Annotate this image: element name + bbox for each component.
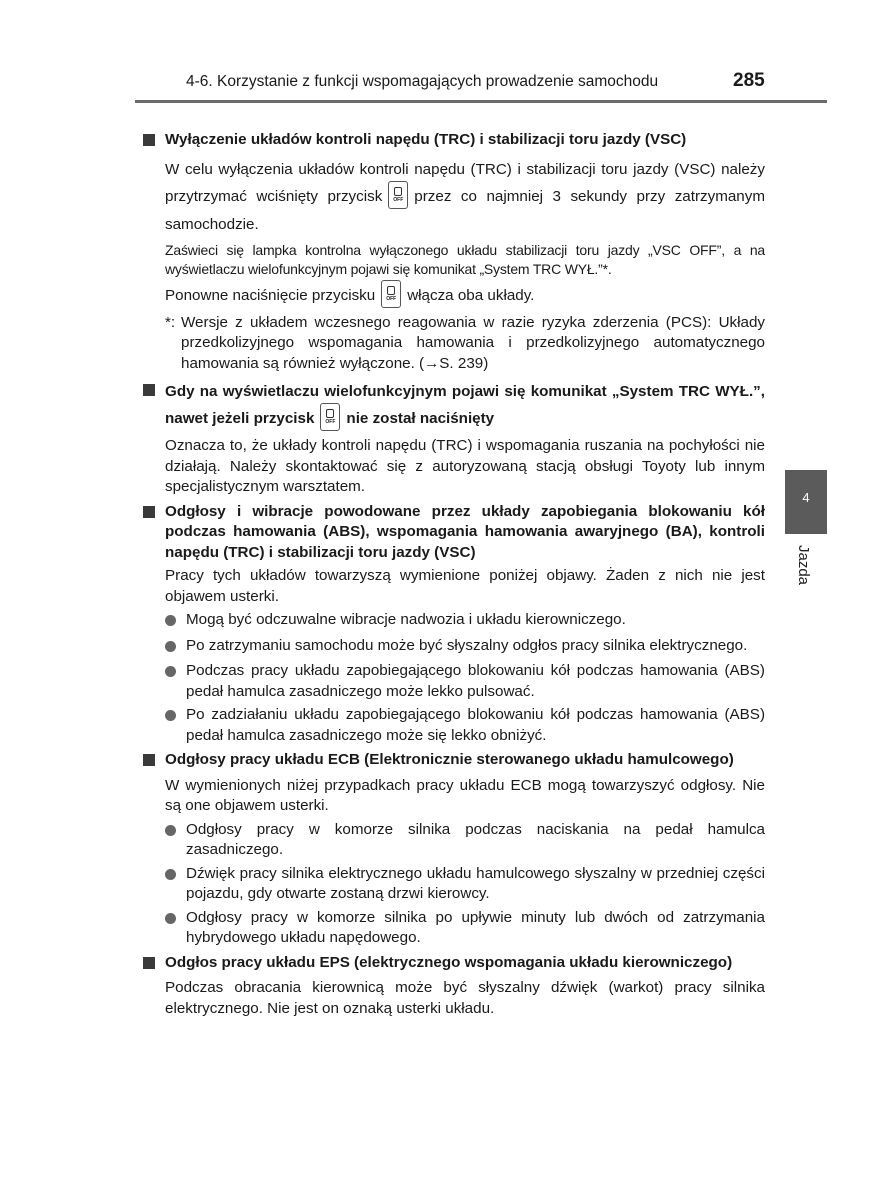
section-eps-noise [143,953,765,1020]
list-item [165,661,765,702]
section-heading [143,953,765,976]
list-item [165,636,765,659]
footnote-mark: *: [165,313,176,331]
round-bullet-icon [165,705,186,746]
paragraph-text: W celu wyłączenia układów kontroli napędu (TRC) i stabilizacji toru jazdy (VSC) należy przytrzymać wciśnięty przycisk [165,160,765,205]
vsc-off-button-icon [320,403,340,431]
vsc-off-button-icon [388,181,408,209]
section-heading-text: Odgłos pracy układu EPS (elektrycznego wspomagania układu kierowniczego) [165,953,733,971]
paragraph: W wymienionych niżej przypadkach pracy układu ECB mogą towarzyszyć odgłosy. Nie są one objawem usterki. [165,776,765,814]
round-bullet-icon [165,820,186,861]
section-trc-vsc-off [143,130,765,374]
list-item [165,820,765,861]
vsc-off-button-icon [381,280,401,308]
square-bullet-icon [143,378,165,433]
footnote-text: Wersje z układem wczesnego reagowania w razie ryzyka zderzenia (PCS): Układy przedkolizyjnego wspomagania hamowania i przedkolizyjnego automatycznego hamowania są również wyłączone. (→S. 239) [181,313,765,372]
round-bullet-icon [165,908,186,949]
square-bullet-icon [143,130,165,153]
square-bullet-icon [143,750,165,773]
paragraph [165,156,765,238]
section-heading-text: Wyłączenie układów kontroli napędu (TRC) i stabilizacji toru jazdy (VSC) [165,131,687,148]
paragraph: Podczas obracania kierownicą może być słyszalny dźwięk (warkot) pracy silnika elektrycznego. Nie jest on oznaką usterki układu. [165,979,765,1017]
section-heading-text: Gdy na wyświetlaczu wielofunkcyjnym pojawi się komunikat „System TRC WYŁ.”, nawet jeżeli przycisk [165,383,765,428]
paragraph-text: Ponowne naciśnięcie przycisku [165,286,376,304]
header-divider [135,100,827,103]
square-bullet-icon [143,502,165,564]
section-heading-text: Odgłosy i wibracje powodowane przez układy zapobiegania blokowaniu kół podczas hamowania (ABS), wspomagania hamowania awaryjnego (BA), kontroli napędu (TRC) i stabilizacji toru jazdy (VSC) [165,502,765,561]
list-item-text: Dźwięk pracy silnika elektrycznego układu hamulcowego słyszalny w przedniej części pojazdu, gdy otwarte zostaną drzwi kierowcy. [186,864,765,902]
chapter-number: 4 [802,490,810,505]
chapter-label: Jazda [795,545,812,586]
page-header-title: 4-6. Korzystanie z funkcji wspomagających prowadzenie samochodu [186,73,659,90]
list-item-text: Odgłosy pracy w komorze silnika po upływie minuty lub dwóch od zatrzymania hybrydowego układu napędowego. [186,908,765,946]
list-item-text: Mogą być odczuwalne wibracje nadwozia i układu kierowniczego. [186,611,626,628]
chapter-tab [785,470,827,534]
paragraph: Zaświeci się lampka kontrolna wyłączonego układu stabilizacji toru jazdy „VSC OFF”, a na wyświetlaczu wielofunkcyjnym pojawi się komunikat „System TRC WYŁ.”*. [165,241,765,277]
paragraph: Pracy tych układów towarzyszą wymienione poniżej objawy. Żaden z nich nie jest objawem usterki. [165,567,765,605]
section-trc-off-message [143,378,765,498]
list-item-text: Podczas pracy układu zapobiegającego blokowaniu kół podczas hamowania (ABS) pedał hamulca zasadniczego może lekko pulsować. [186,662,765,700]
list-item-text: Po zadziałaniu układu zapobiegającego blokowaniu kół podczas hamowania (ABS) pedał hamulca zasadniczego może się lekko obniżyć. [186,706,765,744]
section-heading [143,378,765,433]
list-item [165,908,765,949]
paragraph-text: włącza oba układy. [407,286,535,304]
section-heading [143,750,765,773]
paragraph [165,282,765,310]
paragraph-text: przez co najmniej 3 sekundy przy zatrzymanym samochodzie. [165,187,765,233]
section-heading-text: Odgłosy pracy układu ECB (Elektronicznie sterowanego układu hamulcowego) [165,751,734,768]
list-item-text: Odgłosy pracy w komorze silnika podczas naciskania na pedał hamulca zasadniczego. [186,820,765,858]
section-heading [143,130,765,153]
list-item [165,610,765,633]
vsc-off-button-label: OFF [393,196,404,203]
round-bullet-icon [165,864,186,905]
page-content [143,130,765,1023]
round-bullet-icon [165,661,186,702]
section-heading [143,502,765,564]
footnote [165,313,765,375]
vsc-off-button-label: OFF [386,295,397,302]
square-bullet-icon [143,953,165,976]
section-ecb-noises [143,750,765,949]
list-item-text: Po zatrzymaniu samochodu może być słyszalny odgłos pracy silnika elektrycznego. [186,636,748,654]
page-number: 285 [733,70,765,91]
section-abs-noises [143,502,765,747]
round-bullet-icon [165,610,186,633]
vsc-off-button-label: OFF [325,419,336,425]
paragraph: Oznacza to, że układy kontroli napędu (TRC) i wspomagania ruszania na pochyłości nie działają. Należy skontaktować się z autoryzowaną stacją obsługi Toyoty lub innym specjalistycznym warsztatem. [165,437,765,495]
round-bullet-icon [165,636,186,659]
list-item [165,864,765,905]
list-item [165,705,765,746]
section-heading-text: nie został naciśnięty [346,410,495,428]
